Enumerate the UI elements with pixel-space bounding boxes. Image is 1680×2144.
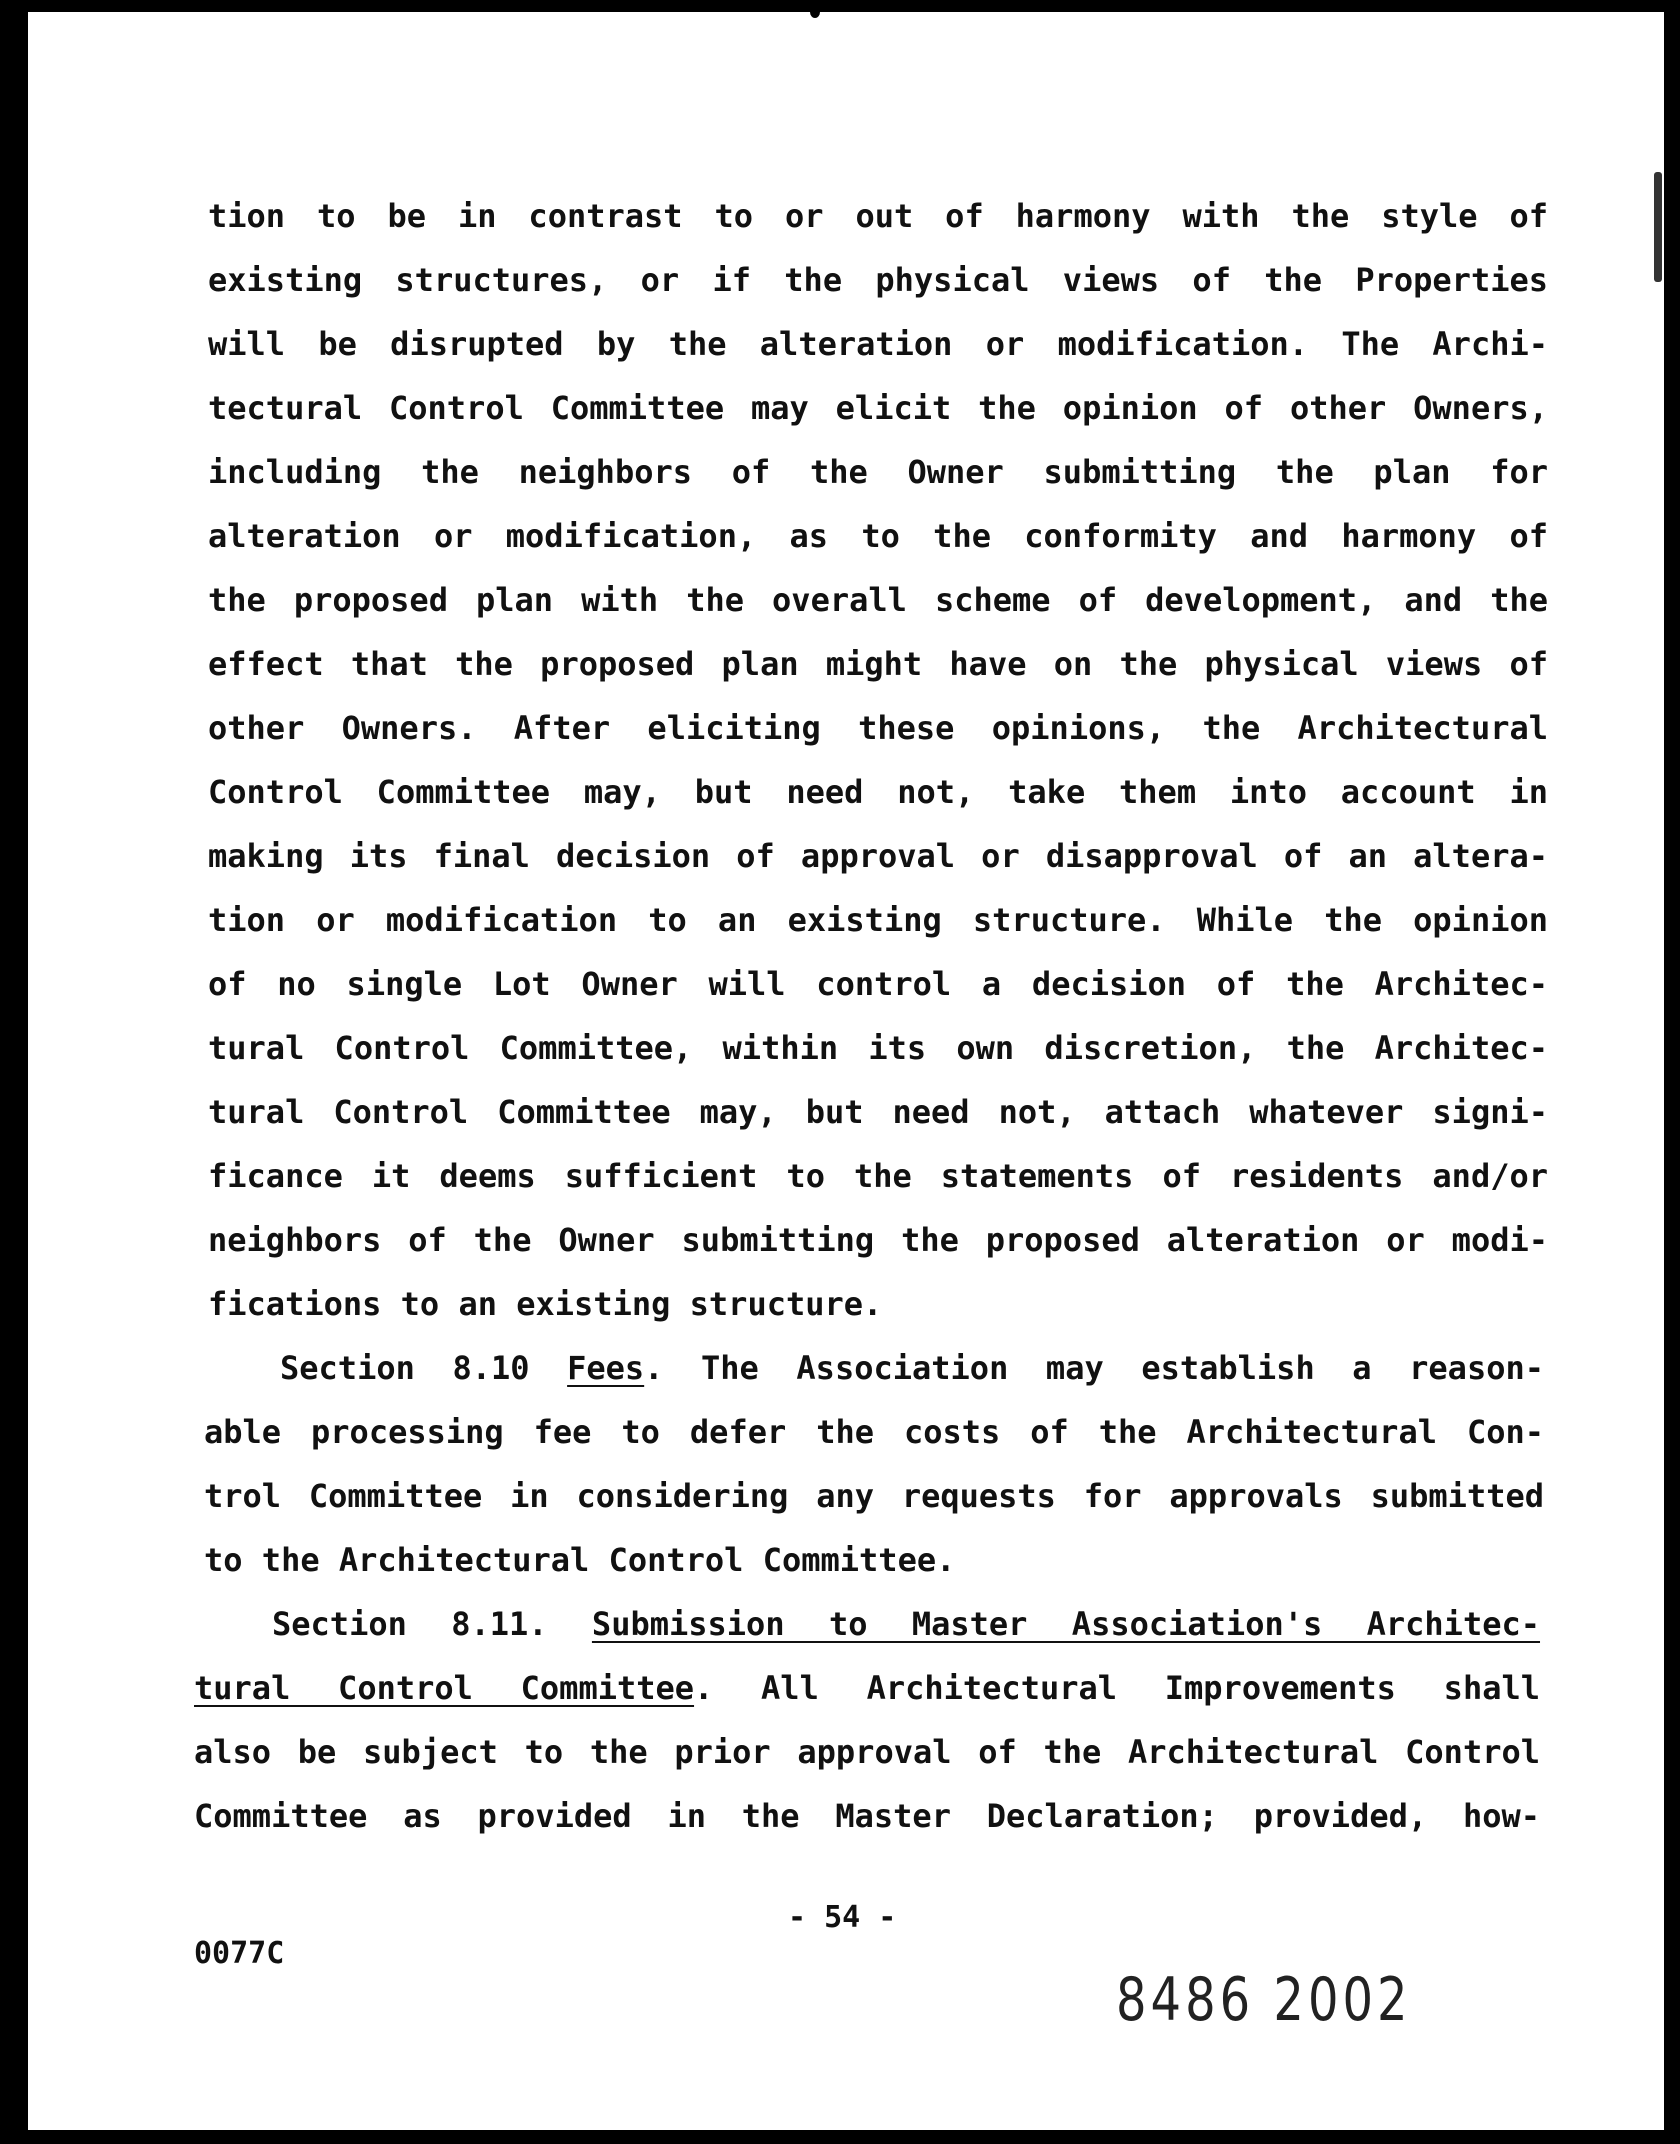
body-line: the proposed plan with the overall scheme of development, and the	[208, 581, 1548, 619]
section-8-10-line: trol Committee in considering any requests for approvals submitted	[204, 1477, 1544, 1515]
section-8-10-label: Section 8.10	[280, 1349, 568, 1387]
body-line: Control Committee may, but need not, take them into account in	[208, 773, 1548, 811]
body-line: tural Control Committee may, but need not, attach whatever signi-	[208, 1093, 1548, 1131]
section-8-10-text: . The Association may establish a reason-	[644, 1349, 1545, 1387]
body-line: tion to be in contrast to or out of harmony with the style of	[208, 197, 1548, 235]
section-8-10-heading-line	[280, 1348, 1544, 1388]
section-8-11-title: Submission to Master Association's Architec-	[591, 1605, 1541, 1643]
body-line: of no single Lot Owner will control a decision of the Architec-	[208, 965, 1548, 1003]
section-8-11-line	[194, 1668, 1540, 1708]
body-line: will be disrupted by the alteration or modification. The Archi-	[208, 325, 1548, 363]
body-line: making its final decision of approval or disapproval of an altera-	[208, 837, 1548, 875]
section-8-11-line: Committee as provided in the Master Declaration; provided, how-	[194, 1797, 1540, 1835]
section-8-11-line: also be subject to the prior approval of the Architectural Control	[194, 1733, 1540, 1771]
page-number: - 54 -	[788, 1900, 897, 1935]
body-line: fications to an existing structure.	[208, 1285, 883, 1323]
section-8-11-title-cont: tural Control Committee	[194, 1669, 695, 1707]
body-line: existing structures, or if the physical views of the Properties	[208, 261, 1548, 299]
body-line: tectural Control Committee may elicit the opinion of other Owners,	[208, 389, 1548, 427]
scan-edge-mark	[1654, 172, 1662, 282]
document-page	[28, 12, 1664, 2130]
body-line: neighbors of the Owner submitting the proposed alteration or modi-	[208, 1221, 1548, 1259]
body-line: other Owners. After eliciting these opinions, the Architectural	[208, 709, 1548, 747]
body-line: effect that the proposed plan might have on the physical views of	[208, 645, 1548, 683]
bates-stamp: 8486 2002	[1116, 1965, 1412, 2035]
document-code: 0077C	[194, 1936, 285, 1971]
body-line: tural Control Committee, within its own discretion, the Architec-	[208, 1029, 1548, 1067]
section-8-11-text: . All Architectural Improvements shall	[694, 1669, 1541, 1707]
body-line: ficance it deems sufficient to the statements of residents and/or	[208, 1157, 1548, 1195]
body-line: alteration or modification, as to the conformity and harmony of	[208, 517, 1548, 555]
section-8-10-title: Fees	[567, 1349, 645, 1387]
section-8-10-line: able processing fee to defer the costs of the Architectural Con-	[204, 1413, 1544, 1451]
scan-speck	[810, 12, 820, 18]
section-8-10-line: to the Architectural Control Committee.	[204, 1541, 956, 1579]
section-8-11-heading-line	[272, 1604, 1540, 1644]
section-8-11-label: Section 8.11.	[272, 1605, 592, 1643]
body-line: tion or modification to an existing structure. While the opinion	[208, 901, 1548, 939]
body-line: including the neighbors of the Owner submitting the plan for	[208, 453, 1548, 491]
